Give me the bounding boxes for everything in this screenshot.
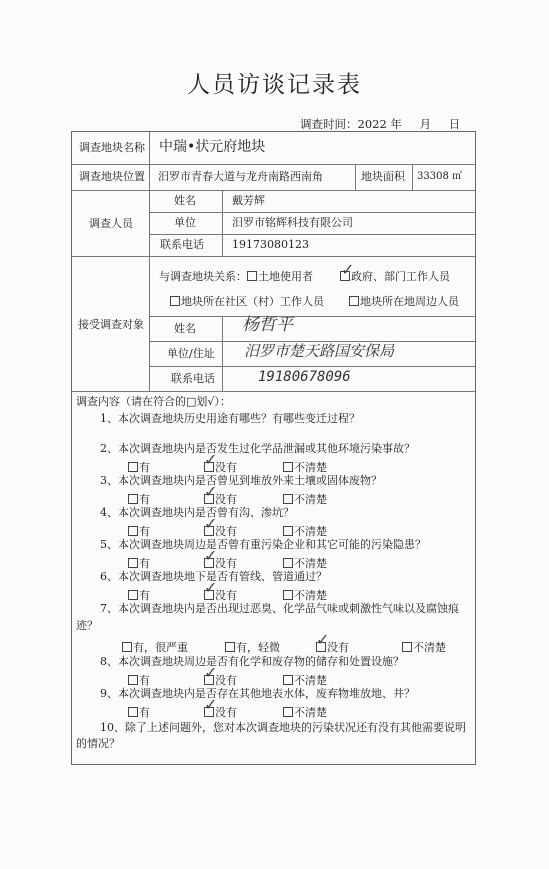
q6-option-no[interactable]: 没有 — [204, 587, 237, 603]
question-3: 3、本次调查地块内是否曾见到堆放外来土壤或固体废物？ — [100, 474, 382, 487]
iv-phone-label: 联系电话 — [171, 372, 215, 385]
q2-option-unknown[interactable]: 不清楚 — [283, 459, 327, 475]
check-mark-icon: ✓ — [316, 630, 330, 649]
site-name-label: 调查地块名称 — [79, 141, 145, 154]
question-1: 1、本次调查地块历史用途有哪些？有哪些变迁过程？ — [100, 412, 360, 425]
check-mark-icon: ✓ — [204, 695, 218, 714]
question-6: 6、本次调查地块地下是否有管线、管道通过？ — [100, 570, 327, 583]
interviewee-label: 接受调查对象 — [78, 318, 144, 331]
question-10-cont: 的情况？ — [76, 737, 120, 750]
site-location-label: 调查地块位置 — [79, 170, 145, 183]
check-mark-icon: ✓ — [204, 578, 218, 597]
checkbox[interactable] — [170, 296, 180, 306]
iv-name-label: 姓名 — [174, 322, 196, 335]
q8-option-unknown[interactable]: 不清楚 — [283, 672, 327, 688]
check-mark-icon: ✓ — [341, 260, 355, 279]
q5-option-yes[interactable]: 有 — [128, 555, 150, 571]
q3-option-unknown[interactable]: 不清楚 — [283, 491, 327, 507]
question-2: 2、本次调查地块内是否发生过化学品泄漏或其他环境污染事故？ — [100, 442, 415, 455]
check-mark-icon: ✓ — [204, 546, 218, 565]
question-8: 8、本次调查地块周边是否有化学和废存物的储存和处置设施？ — [100, 655, 404, 668]
iv-unit-label: 单位/住址 — [167, 347, 215, 360]
check-mark-icon: ✓ — [204, 482, 218, 501]
inv-name-value: 戴芳辉 — [232, 194, 265, 207]
interview-form — [71, 131, 476, 765]
inv-unit-label: 单位 — [174, 216, 196, 229]
relation-option-government[interactable]: 政府、部门工作人员 — [340, 270, 450, 284]
page-title: 人员访谈记录表 — [187, 72, 362, 98]
question-10: 10、除了上述问题外，您对本次调查地块的污染状况还有没有其他需要说明 — [100, 721, 466, 734]
relation-option-land-user[interactable]: 土地使用者 — [247, 270, 313, 284]
iv-name-value: 杨哲平 — [242, 315, 293, 335]
q4-option-yes[interactable]: 有 — [128, 523, 150, 539]
q6-option-unknown[interactable]: 不清楚 — [283, 587, 327, 603]
q7-option-no[interactable]: 没有 — [316, 639, 349, 655]
question-7: 7、本次调查地块内是否出现过恶臭、化学品气味或刺激性气味以及腐蚀痕 — [100, 602, 459, 615]
checkbox[interactable] — [247, 271, 257, 281]
q2-option-yes[interactable]: 有 — [128, 459, 150, 475]
question-7-cont: 迹？ — [76, 619, 98, 632]
iv-phone-value: 19180678096 — [258, 369, 351, 385]
site-name-value: 中瑞•状元府地块 — [159, 139, 266, 155]
inv-unit-value: 汨罗市铭辉科技有限公司 — [232, 216, 353, 229]
question-9: 9、本次调查地块内是否存在其他地表水体，废弃物堆放地、井？ — [100, 687, 415, 700]
inv-phone-label: 联系电话 — [160, 238, 204, 251]
q4-option-unknown[interactable]: 不清楚 — [283, 523, 327, 539]
check-mark-icon: ✓ — [204, 450, 218, 469]
investigator-label: 调查人员 — [89, 217, 133, 230]
q8-option-no[interactable]: 没有 — [204, 672, 237, 688]
date-day: 日 — [448, 117, 461, 131]
q2-option-no[interactable]: 没有 — [204, 459, 237, 475]
date-label: 调查时间：2022 年 — [300, 117, 402, 131]
q4-option-no[interactable]: 没有 — [204, 523, 237, 539]
q3-option-no[interactable]: 没有 — [204, 491, 237, 507]
iv-unit-value: 汨罗市楚天路国安保局 — [244, 342, 395, 360]
question-5: 5、本次调查地块周边是否曾有重污染企业和其它可能的污染隐患？ — [100, 538, 426, 551]
q7-option-unknown[interactable]: 不清楚 — [402, 639, 446, 655]
relation-option-neighbor[interactable]: 地块所在地周边人员 — [349, 295, 459, 309]
date-month: 月 — [419, 117, 432, 131]
checkbox[interactable] — [349, 296, 359, 306]
content-header: 调查内容（请在符合的□划√）： — [76, 395, 231, 408]
inv-name-label: 姓名 — [174, 194, 196, 207]
q8-option-yes[interactable]: 有 — [128, 672, 150, 688]
q5-option-no[interactable]: 没有 — [204, 555, 237, 571]
site-location-value: 汨罗市青春大道与龙舟南路西南角 — [158, 170, 323, 183]
relation-option-community[interactable]: 地块所在社区（村）工作人员 — [170, 295, 324, 309]
check-mark-icon: ✓ — [204, 663, 218, 682]
relation-label: 与调查地块关系： — [159, 270, 247, 283]
q7-option-severe[interactable]: 有，很严重 — [122, 639, 188, 655]
survey-date — [300, 116, 474, 132]
check-mark-icon: ✓ — [204, 514, 218, 533]
q3-option-yes[interactable]: 有 — [128, 491, 150, 507]
q5-option-unknown[interactable]: 不清楚 — [283, 555, 327, 571]
q6-option-yes[interactable]: 有 — [128, 587, 150, 603]
question-4: 4、本次调查地块内是否曾有沟、渗坑？ — [100, 506, 294, 519]
area-value: 33308 ㎡ — [417, 171, 462, 182]
area-label: 地块面积 — [361, 170, 405, 183]
q7-option-mild[interactable]: 有，轻微 — [225, 639, 280, 655]
q9-option-yes[interactable]: 有 — [128, 704, 150, 720]
q9-option-no[interactable]: 没有 — [204, 704, 237, 720]
inv-phone-value: 19173080123 — [232, 238, 309, 251]
q9-option-unknown[interactable]: 不清楚 — [283, 704, 327, 720]
